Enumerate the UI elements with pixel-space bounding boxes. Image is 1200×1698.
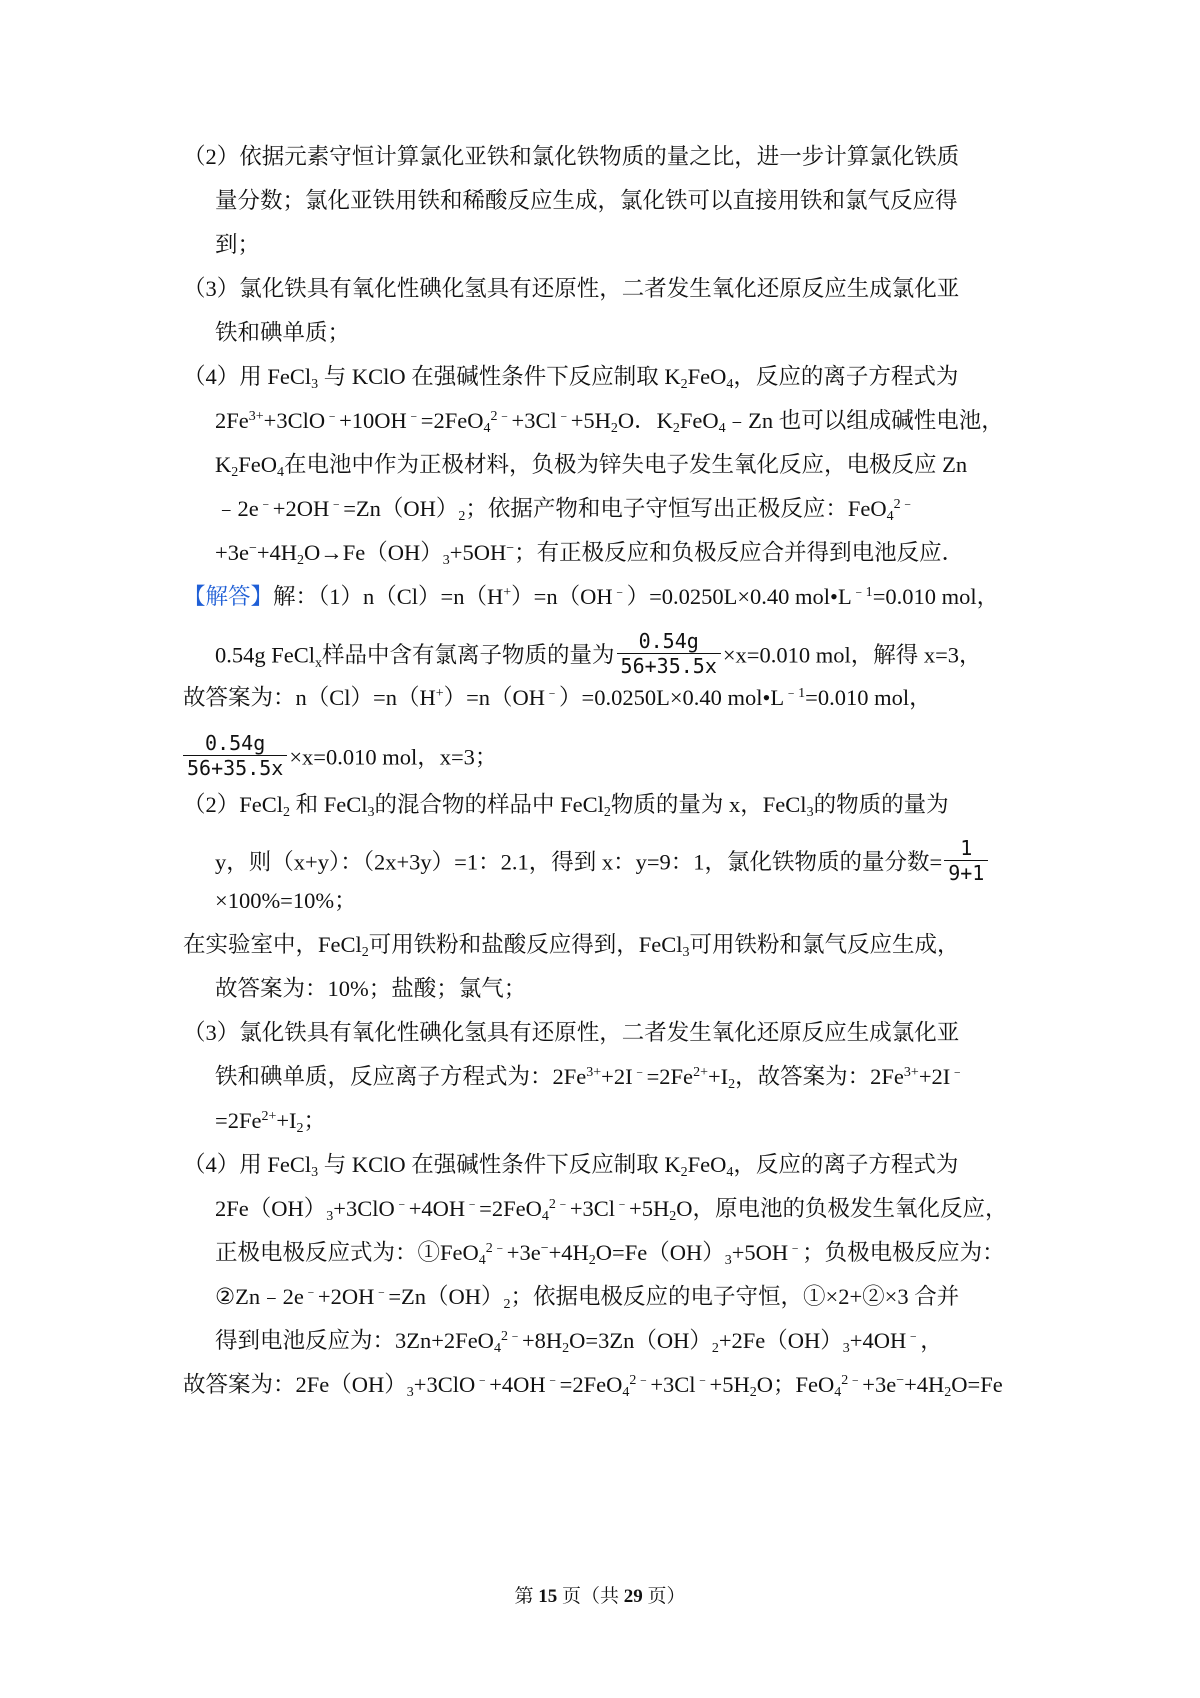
answer-line-10: （3）氯化铁具有氧化性碘化氢具有还原性，二者发生氧化还原反应生成氯化亚 <box>183 1020 960 1045</box>
answer-line-12: $=2Fe^{2+}+I_2$； <box>215 1108 327 1137</box>
total-pages: 29 <box>623 1586 643 1607</box>
page-number: 15 <box>538 1586 558 1607</box>
fraction-2: $\frac{1}{9+1}$ <box>944 836 988 885</box>
analysis-line-3: 到； <box>215 232 261 257</box>
answer-line-4: $\frac{0.54g}{56+35.5x}$ ×x=0.010 mol，x=3； <box>183 735 497 784</box>
analysis-line-10: $+3e^-+4H_2O\to Fe(OH)_3+5OH^-$；有正极反应和负极反应合并得到电池反应． <box>215 540 965 569</box>
answer-line-18: 故答案为：$2Fe(OH)_3+3ClO^﹣+4OH^﹣=2FeO_4^{2﹣}+3Cl^﹣+5H_2O$；$FeO_4^{2﹣}+3e^-+4H_2O=Fe$ <box>183 1372 1003 1401</box>
answer-line-13: （4）用 FeCl$_3$ 与 KClO 在强碱性条件下反应制取 $K_2FeO_4$，反应的离子方程式为 <box>183 1152 959 1181</box>
analysis-line-9: $﹣2e^﹣+2OH^﹣=Zn(OH)_2$；依据产物和电子守恒写出正极反应：FeO$_4^{2﹣}$ <box>215 496 915 525</box>
analysis-line-6: （4）用 FeCl$_3$ 与 KClO 在强碱性条件下反应制取 $K_2FeO_4$，反应的离子方程式为 <box>183 364 959 393</box>
answer-line-15: 正极电极反应式为：$①FeO_4^{2﹣}+3e^-+4H_2O=Fe(OH)_3+5OH^﹣$；负极电极反应为： <box>215 1240 1005 1269</box>
answer-line-3: 故答案为：n（Cl）=n（H+）=n（OH﹣）=0.0250L×0.40 $mol•L^{﹣1}=0.010$ mol， <box>183 685 932 710</box>
analysis-line-8: $K_2FeO_4$在电池中作为正极材料，负极为锌失电子发生氧化反应，电极反应 Zn <box>215 452 968 481</box>
answer-line-9: 故答案为：10%；盐酸；氯气； <box>215 976 527 1001</box>
analysis-line-4: （3）氯化铁具有氧化性碘化氢具有还原性，二者发生氧化还原反应生成氯化亚 <box>183 276 960 301</box>
answer-line-8: 在实验室中，FeCl$_2$可用铁粉和盐酸反应得到，FeCl$_3$可用铁粉和氯气反应生成， <box>183 932 960 961</box>
answer-label: 【解答】 <box>183 584 274 609</box>
answer-line-2: 0.54g FeCl$_x$样品中含有氯离子物质的量为 $\frac{0.54g}{56+35.5x}$ ×x=0.010 mol，解得 x=3， <box>215 629 982 678</box>
answer-line-17: 得到电池反应为：$3Zn+2FeO_4^{2﹣}+8H_2O=3Zn(OH)_2+2Fe(OH)_3+4OH^﹣$， <box>215 1328 943 1357</box>
answer-line-7: ×100%=10%； <box>215 888 357 913</box>
analysis-line-5: 铁和碘单质； <box>215 320 351 345</box>
answer-line-6: y，则（x+y）：（2x+3y）=1：2.1，得到 x：y=9：1，氯化铁物质的量分数= $\frac{1}{9+1}$ <box>215 840 990 889</box>
answer-line-14: $2Fe(OH)_3+3ClO^﹣+4OH^﹣=2FeO_4^{2﹣}+3Cl^﹣+5H_2O$，原电池的负极发生氧化反应， <box>215 1196 1008 1225</box>
answer-line-11: 铁和碘单质，反应离子方程式为：$2Fe^{3+}+2I^﹣=2Fe^{2+}+I_2$，故答案为：$2Fe^{3+}+2I^﹣$ <box>215 1064 965 1093</box>
answer-line-1: 【解答】解：（1）n（Cl）=n（H+）=n（OH﹣）=0.0250L×0.40 $mol•L^{﹣1}=0.010$ mol， <box>183 584 1000 609</box>
analysis-line-2: 量分数；氯化亚铁用铁和稀酸反应生成，氯化铁可以直接用铁和氯气反应得 <box>215 188 958 213</box>
analysis-line-1: （2）依据元素守恒计算氯化亚铁和氯化铁物质的量之比，进一步计算氯化铁质 <box>183 144 960 169</box>
fraction-1: $\frac{0.54g}{56+35.5x}$ <box>617 629 721 678</box>
page-footer: 第 15 页（共 29 页） <box>514 1586 686 1607</box>
answer-line-16: $②Zn﹣2e^﹣+2OH^﹣=Zn(OH)_2$；依据电极反应的电子守恒，①×2+②×3 合并 <box>215 1284 960 1313</box>
answer-line-5: （2）FeCl$_2$ 和 FeCl$_3$的混合物的样品中 FeCl$_2$物质的量为 x，FeCl$_3$的物质的量为 <box>183 792 949 821</box>
analysis-line-7: $2Fe^{3+}+3ClO^﹣+10OH^﹣=2FeO_4^{2﹣}+3Cl^﹣+5H_2O$．$K_2FeO_4﹣Zn$ 也可以组成碱性电池， <box>215 408 1004 437</box>
fraction-1b: $\frac{0.54g}{56+35.5x}$ <box>183 731 287 780</box>
